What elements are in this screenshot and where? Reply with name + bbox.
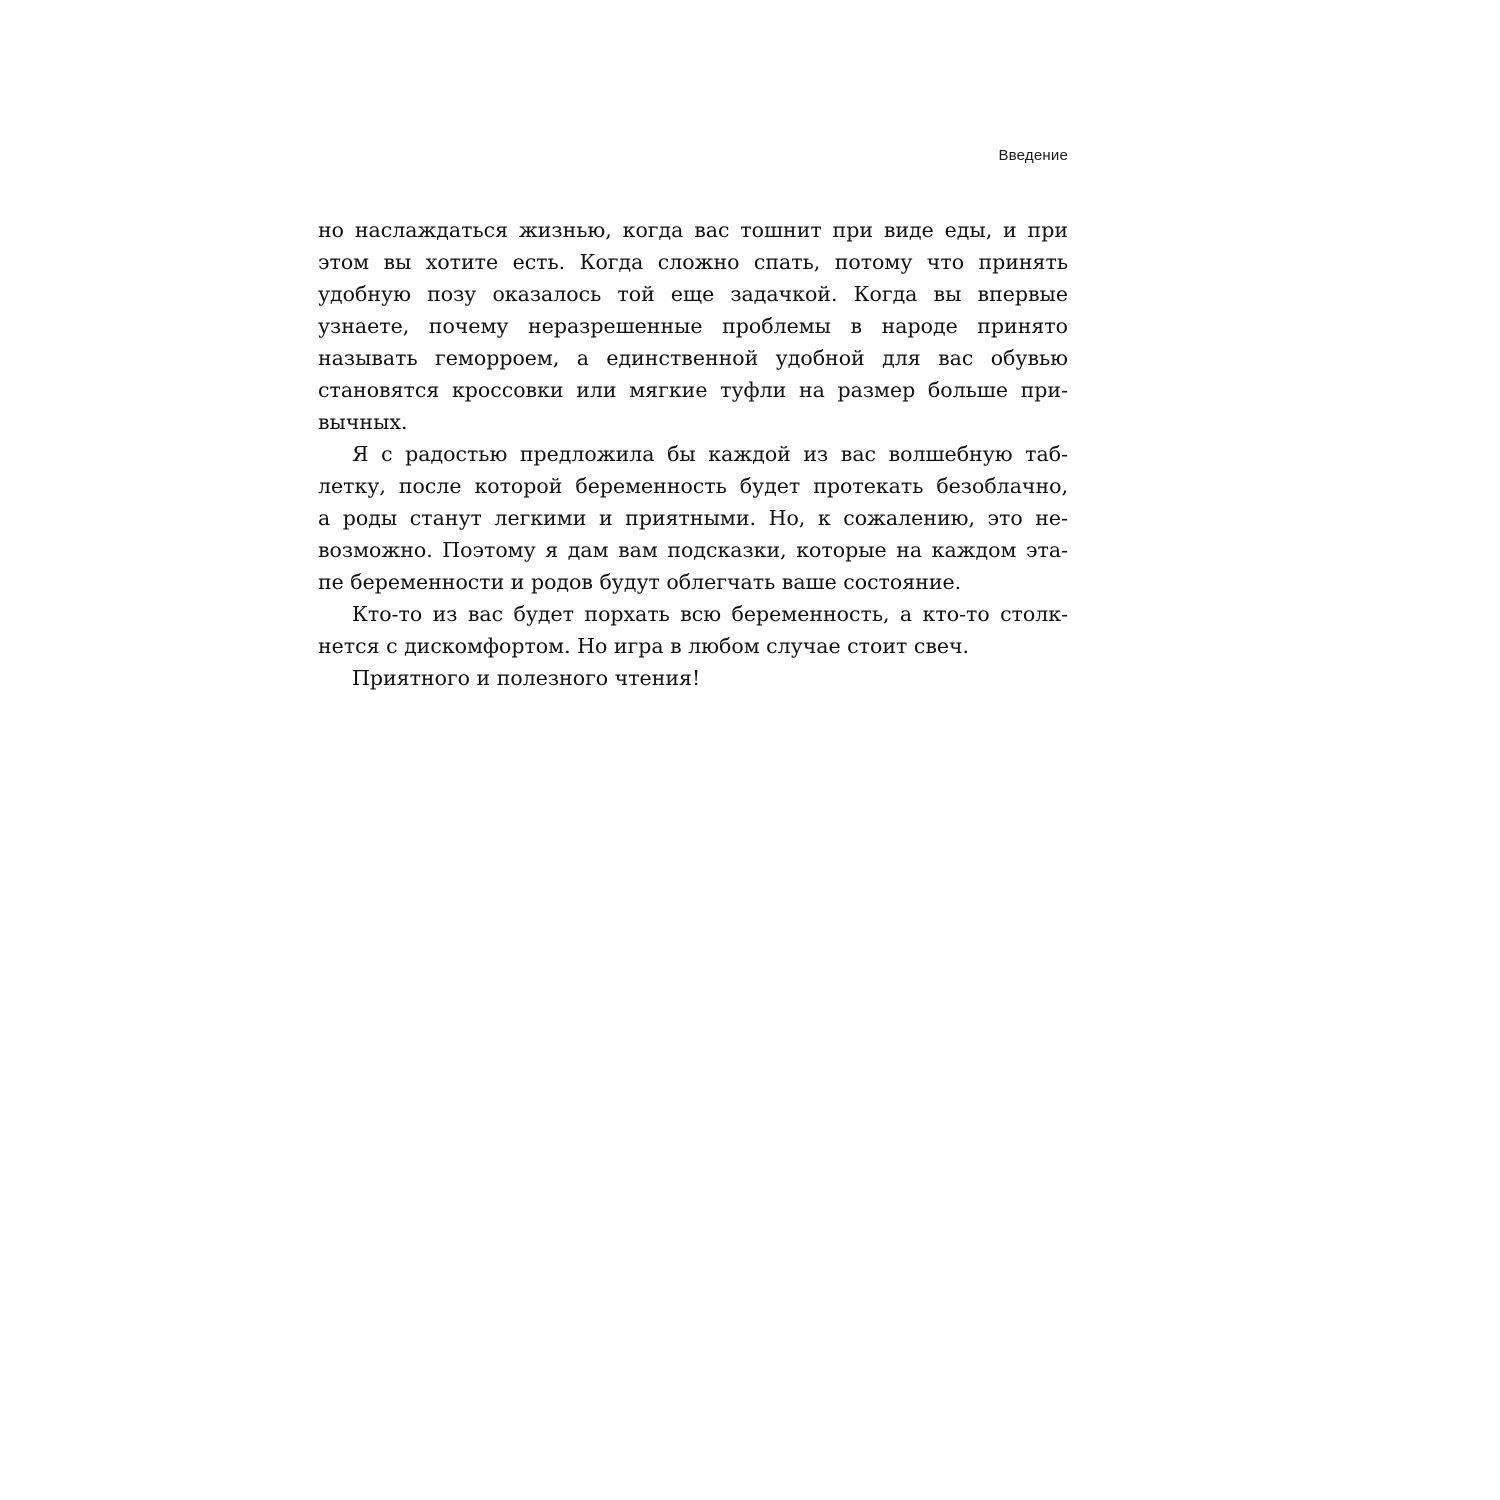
text-line: летку, после которой беременность будет протекать безоблачно, bbox=[318, 474, 1068, 498]
running-head: Введение bbox=[998, 147, 1068, 164]
text-line: удобную позу оказалось той еще задачкой. Когда вы впервые bbox=[318, 282, 1068, 306]
text-line: а роды станут легкими и приятными. Но, к сожалению, это не- bbox=[318, 506, 1068, 530]
text-line: пе беременности и родов будут облегчать ваше состояние. bbox=[318, 570, 962, 594]
text-line: вычных. bbox=[318, 410, 408, 434]
text-line: становятся кроссовки или мягкие туфли на размер больше при- bbox=[318, 378, 1068, 402]
text-line: Кто-то из вас будет порхать всю беременность, а кто-то столк- bbox=[352, 602, 1068, 626]
text-line: этом вы хотите есть. Когда сложно спать, потому что принять bbox=[318, 250, 1068, 274]
text-line: Я с радостью предложила бы каждой из вас волшебную таб- bbox=[352, 442, 1068, 466]
text-line: называть геморроем, а единственной удобной для вас обувью bbox=[318, 346, 1068, 370]
text-line: нется с дискомфортом. Но игра в любом случае стоит свеч. bbox=[318, 634, 970, 658]
text-line: узнаете, почему неразрешенные проблемы в народе принято bbox=[318, 314, 1068, 338]
text-line: но наслаждаться жизнью, когда вас тошнит при виде еды, и при bbox=[318, 218, 1068, 242]
text-line: Приятного и полезного чтения! bbox=[352, 666, 701, 690]
text-line: возможно. Поэтому я дам вам подсказки, которые на каждом эта- bbox=[318, 538, 1068, 562]
body-text bbox=[318, 214, 1068, 694]
